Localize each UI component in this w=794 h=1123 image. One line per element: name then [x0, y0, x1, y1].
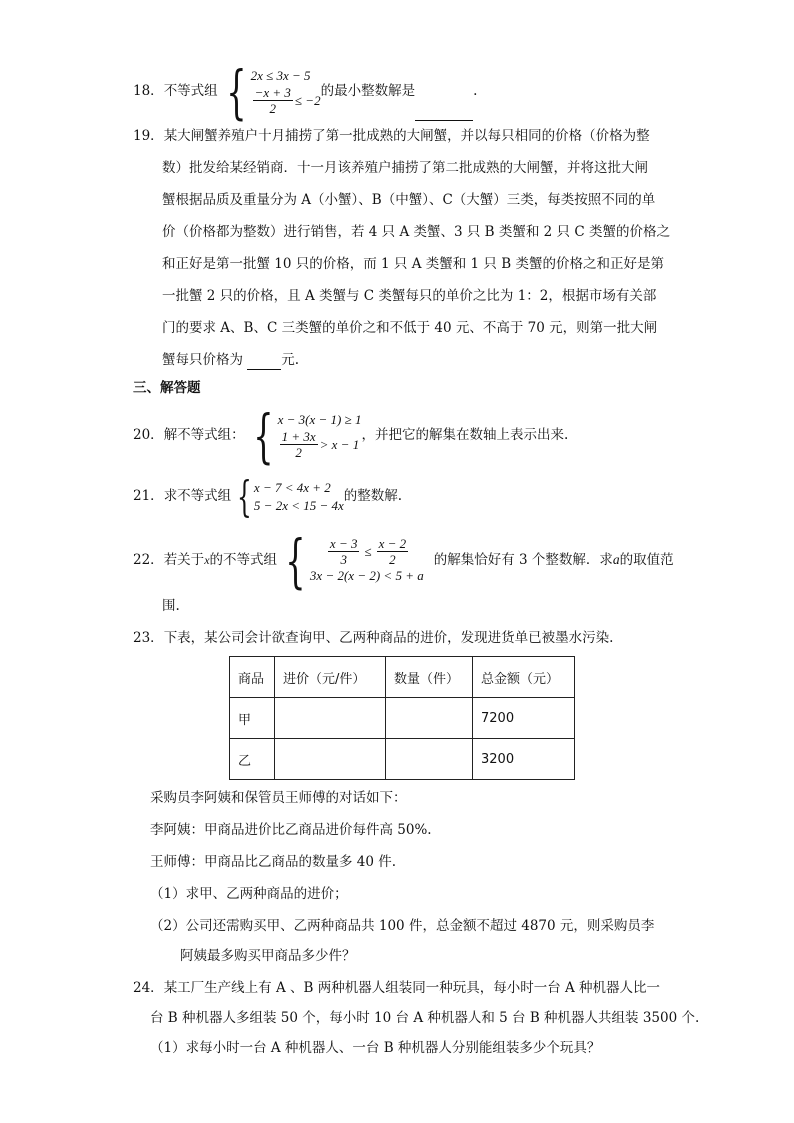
- table-header-row: [230, 657, 575, 698]
- inequality-1: $\frac{x - 3}{3}$ ≤ $\frac{x - 2}{2}$: [329, 536, 407, 567]
- question-24-part-1: （1）求每小时一台 A 种机器人、一台 B 种机器人分别能组装多少个玩具？: [150, 1040, 601, 1056]
- answer-blank[interactable]: [415, 80, 473, 121]
- dialogue-li: 李阿姨：甲商品进价比乙商品进价每件高 50%.: [150, 822, 432, 838]
- answer-blank[interactable]: [247, 352, 281, 370]
- question-number: 24．: [133, 980, 164, 996]
- question-22-cont: 围.: [162, 598, 180, 614]
- table-cell: [275, 698, 386, 739]
- goods-table: [229, 656, 575, 780]
- inequality-system: [231, 471, 344, 521]
- table-cell: 乙: [230, 739, 275, 780]
- question-number: 21．: [133, 488, 164, 504]
- inequality-1: x − 3(x − 1) ≥ 1: [277, 412, 362, 427]
- question-18: 18．不等式组 { 2x ≤ 3x − 5 $\frac{-x + 3}{2}$ ≤ −2 的最小整数解是 .: [133, 57, 478, 126]
- table-row: [230, 698, 575, 739]
- table-header-cell: 进价（元/件）: [275, 657, 386, 698]
- inequality-system: [218, 57, 321, 126]
- inequality-2: $\frac{-x + 3}{2}$ ≤ −2: [254, 85, 321, 116]
- table-row: [230, 739, 575, 780]
- table-header-cell: 数量（件）: [386, 657, 473, 698]
- question-23-part-2-cont: 阿姨最多购买甲商品多少件？: [180, 948, 356, 964]
- table-cell: 3200: [473, 739, 575, 780]
- inequality-system: [277, 526, 424, 595]
- question-text: 不等式组: [163, 83, 218, 99]
- section-heading: 三、解答题: [133, 380, 201, 396]
- question-23-intro: 23．下表，某公司会计欲查询甲、乙两种商品的进价，发现进货单已被墨水污染.: [133, 630, 614, 646]
- table-cell: [275, 739, 386, 780]
- table-cell: [386, 739, 473, 780]
- left-brace: {: [225, 57, 247, 126]
- inequality-2: 3x − 2(x − 2) < 5 + a: [309, 568, 424, 583]
- inequality-2: 5 − 2x < 15 − 4x: [253, 497, 344, 513]
- question-23-part-1: （1）求甲、乙两种商品的进价；: [150, 886, 348, 902]
- question-number: 20．: [133, 427, 164, 443]
- question-19-line-3: 蟹根据品质及重量分为 A（小蟹）、B（中蟹）、C（大蟹）三类，每类按照不同的单: [162, 192, 656, 208]
- question-number: 19．: [133, 128, 164, 144]
- question-23-part-2: （2）公司还需购买甲、乙两种商品共 100 件，总金额不超过 4870 元，则采购员李: [150, 918, 655, 934]
- inequality-1: x − 7 < 4x + 2: [253, 479, 331, 495]
- question-19-line-1: 19．某大闸蟹养殖户十月捕捞了第一批成熟的大闸蟹，并以每只相同的价格（价格为整: [133, 128, 650, 144]
- question-19-line-6: 一批蟹 2 只的价格，且 A 类蟹与 C 类蟹每只的单价之比为 1：2，根据市场有关部: [162, 288, 657, 304]
- inequality-system: [245, 401, 362, 470]
- question-19-line-5: 和正好是第一批蟹 10 只的价格，而 1 只 A 类蟹和 1 只 B 类蟹的价格之和正好是第: [162, 256, 664, 272]
- question-number: 18．: [133, 83, 164, 99]
- question-number: 23．: [133, 630, 164, 646]
- question-number: 22．: [133, 552, 164, 568]
- question-19-line-7: 门的要求 A、B、C 三类蟹的单价之和不低于 40 元、不高于 70 元，则第一批大闸: [162, 320, 658, 336]
- question-21: 21．求不等式组 { x − 7 < 4x + 2 5 − 2x < 15 − 4x 的整数解.: [133, 471, 403, 521]
- inequality-1: 2x ≤ 3x − 5: [250, 68, 311, 83]
- dialogue-wang: 王师傅：甲商品比乙商品的数量多 40 件.: [150, 854, 397, 870]
- left-brace: {: [237, 471, 252, 521]
- table-cell: 7200: [473, 698, 575, 739]
- left-brace: {: [252, 401, 274, 470]
- table-header-cell: 总金额（元）: [473, 657, 575, 698]
- question-19-line-4: 价（价格都为整数）进行销售，若 4 只 A 类蟹、3 只 B 类蟹和 2 只 C 类蟹的价格之: [162, 224, 670, 240]
- table-header-cell: 商品: [230, 657, 275, 698]
- question-22: 22．若关于x的不等式组 { $\frac{x - 3}{3}$ ≤ $\frac{x - 2}{2}$ 3x − 2(x − 2) < 5 + a 的解集恰好有 3 个整数解．求a的取值范: [133, 526, 674, 595]
- question-text: 的最小整数解是: [320, 83, 416, 99]
- table-cell: [386, 698, 473, 739]
- left-brace: {: [285, 526, 306, 595]
- question-19-line-8: 蟹每只价格为 元.: [162, 352, 300, 368]
- table-cell: 甲: [230, 698, 275, 739]
- question-20: 20．解不等式组： { x − 3(x − 1) ≥ 1 $\frac{1 + 3x}{2}$ > x − 1 ，并把它的解集在数轴上表示出来.: [133, 401, 569, 470]
- question-24-line-2: 台 B 种机器人多组装 50 个，每小时 10 台 A 种机器人和 5 台 B 种机器人共组装 3500 个.: [150, 1010, 700, 1026]
- question-19-line-2: 数）批发给某经销商．十一月该养殖户捕捞了第二批成熟的大闸蟹，并将这批大闸: [162, 160, 648, 176]
- dialogue-intro: 采购员李阿姨和保管员王师傅的对话如下：: [150, 790, 407, 806]
- inequality-2: $\frac{1 + 3x}{2}$ > x − 1: [281, 429, 360, 460]
- question-24-line-1: 24．某工厂生产线上有 A 、B 两种机器人组装同一种玩具，每小时一台 A 种机器人比一: [133, 980, 661, 996]
